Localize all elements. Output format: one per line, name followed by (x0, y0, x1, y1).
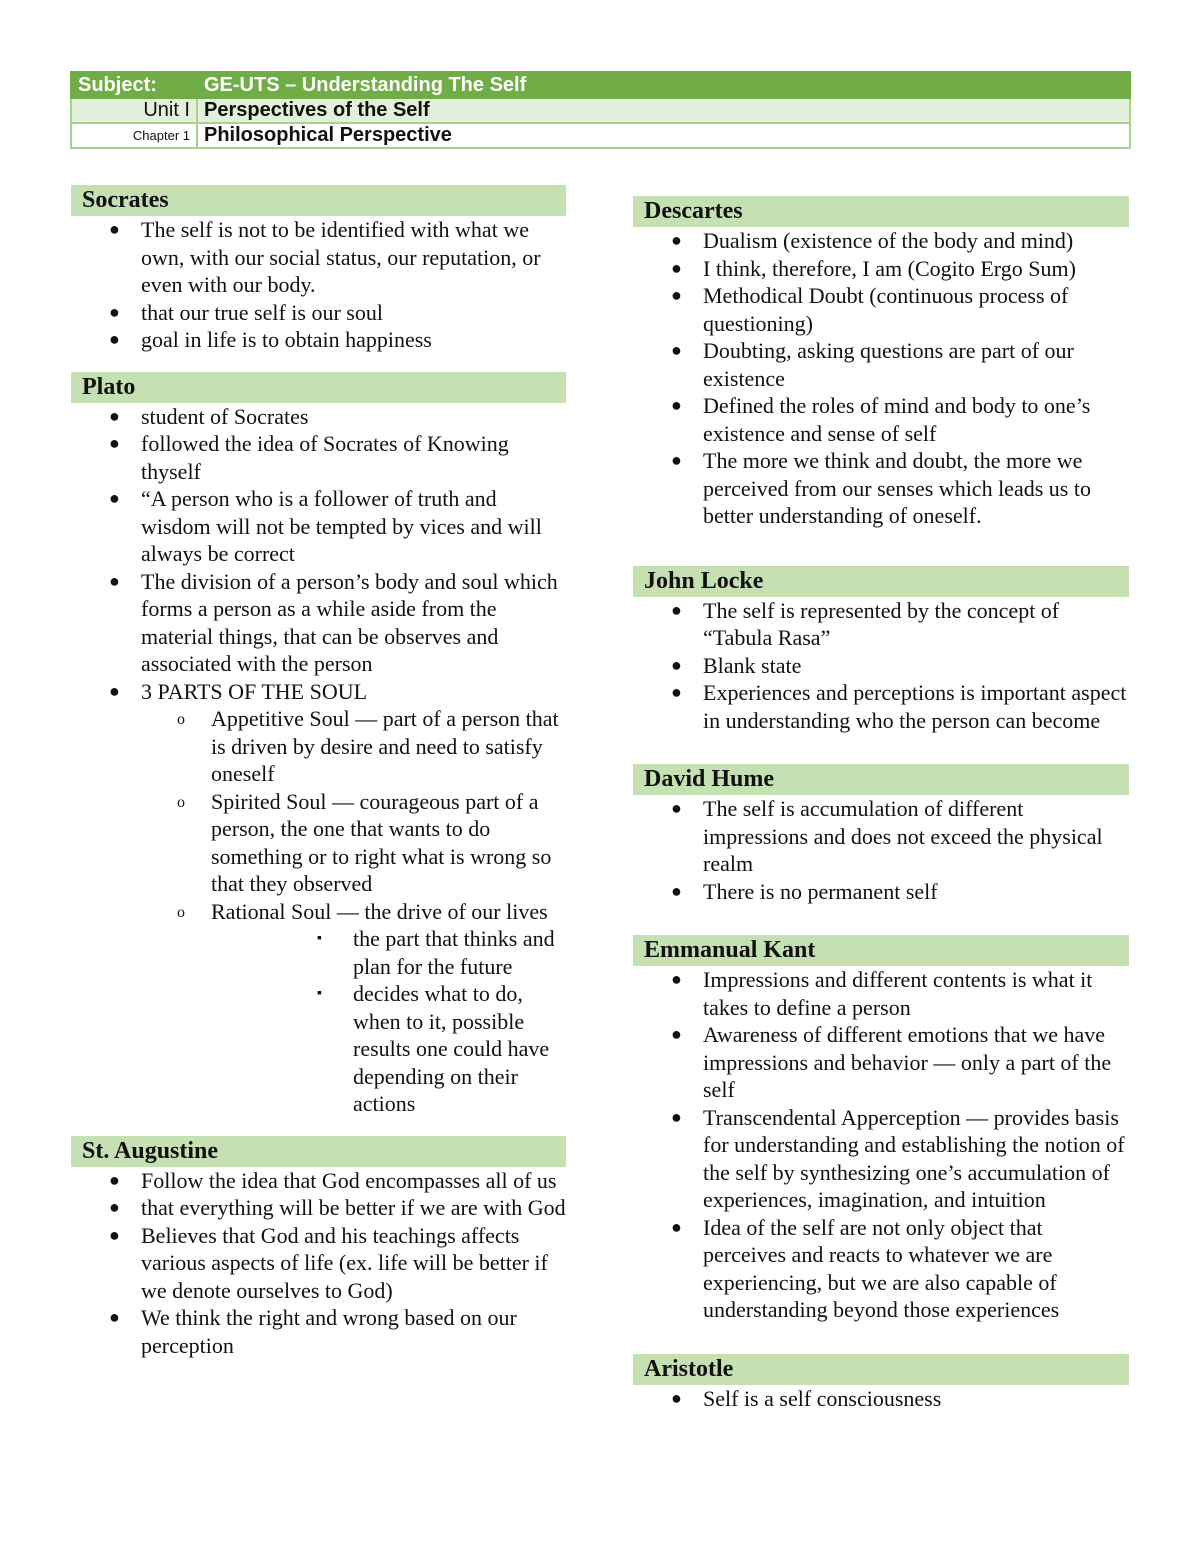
circle-bullet-icon: o (177, 793, 185, 811)
section-hume (633, 764, 1129, 905)
list-item: ● The more we think and doubt, the more we perceived from our senses which leads us to better understanding of oneself. (671, 448, 1091, 528)
list-item: o Appetitive Soul — part of a person that is driven by desire and need to satisfy oneself (177, 706, 559, 786)
bullet-icon: ● (671, 969, 682, 989)
chapter-value: Philosophical Perspective (197, 123, 1130, 148)
unit-row (71, 98, 1130, 123)
bullet-icon: ● (671, 257, 682, 278)
list-item: ● 3 PARTS OF THE SOUL o Appetitive Soul — part of a person that is driven by desire and need to satisfy oneself o Spirited Soul — courageous part of a person, the one that wants to do something or to right what is wrong so that they observed o Rational Soul — the drive of our lives ▪ the part that thinks and plan for the future ▪ decides what to do, when to it, possible results one could have depending on their actions (71, 678, 566, 1118)
list-item: ● Impressions and different contents is what it takes to define a person (671, 967, 1093, 1020)
bullet-icon: ● (671, 1216, 682, 1237)
list-item: ● Defined the roles of mind and body to one’s existence and sense of self (671, 393, 1091, 446)
descartes-list (633, 227, 1129, 530)
bullet-icon: ● (109, 1197, 120, 1217)
list-item: ▪ the part that thinks and plan for the future (317, 926, 555, 979)
left-column (71, 185, 566, 1377)
section-kant (633, 935, 1129, 1324)
unit-value: Perspectives of the Self (197, 98, 1130, 123)
list-item: ● Believes that God and his teachings affects various aspects of life (ex. life will be better if we denote ourselves to God) (109, 1222, 548, 1303)
list-item: ● There is no permanent self (671, 878, 938, 904)
list-item: ● We think the right and wrong based on our perception (109, 1305, 517, 1358)
list-item: ● Transcendental Apperception — provides basis for understanding and establishing the notion of the self by synthesizing one’s accumulation of experiences, imagination, and intuition (671, 1104, 1125, 1212)
bullet-icon: ● (671, 450, 682, 470)
section-aristotle (633, 1354, 1129, 1413)
hume-list (633, 795, 1129, 905)
section-title-locke: John Locke (633, 566, 1129, 597)
right-column (633, 196, 1129, 1430)
section-descartes (633, 196, 1129, 530)
list-item: ▪ decides what to do, when to it, possible results one could have depending on their actions (317, 981, 550, 1116)
bullet-icon: ● (109, 570, 120, 591)
subject-label: Subject: (71, 72, 197, 98)
bullet-icon: ● (671, 340, 682, 360)
bullet-icon: ● (109, 433, 120, 453)
bullet-icon: ● (109, 1169, 120, 1190)
bullet-icon: ● (109, 219, 120, 239)
section-title-hume: David Hume (633, 764, 1129, 795)
bullet-icon: ● (671, 285, 682, 305)
bullet-icon: ● (109, 301, 120, 322)
augustine-list (71, 1167, 566, 1360)
socrates-list (71, 216, 566, 354)
bullet-icon: ● (671, 880, 682, 901)
list-item: ● The division of a person’s body and soul which forms a person as a while aside from the material things, that can be observes and associated with the person (109, 568, 558, 676)
bullet-icon: ● (671, 599, 682, 620)
list-item: ● followed the idea of Socrates of Knowing thyself (109, 431, 509, 484)
bullet-icon: ● (109, 488, 120, 508)
section-locke (633, 566, 1129, 735)
list-item: ● Blank state (671, 652, 802, 678)
bullet-icon: ● (671, 1106, 682, 1127)
list-item: ● Methodical Doubt (continuous process of questioning) (671, 283, 1069, 336)
square-bullet-icon: ▪ (317, 931, 322, 946)
bullet-icon: ● (109, 405, 120, 426)
section-title-descartes: Descartes (633, 196, 1129, 227)
circle-bullet-icon: o (177, 711, 185, 728)
bullet-icon: ● (109, 680, 120, 701)
locke-list (633, 597, 1129, 735)
unit-label: Unit I (71, 98, 197, 123)
section-title-socrates: Socrates (71, 185, 566, 216)
list-item: o Rational Soul — the drive of our lives ▪ the part that thinks and plan for the future ▪ decides what to do, when to it, possible results one could have depending on their actions (71, 898, 566, 1118)
section-title-aristotle: Aristotle (633, 1354, 1129, 1385)
subject-value: GE-UTS – Understanding The Self (197, 72, 1130, 98)
kant-list (633, 966, 1129, 1324)
aristotle-list (633, 1385, 1129, 1413)
square-bullet-icon: ▪ (317, 986, 322, 1001)
section-title-kant: Emmanual Kant (633, 935, 1129, 966)
bullet-icon: ● (109, 1307, 120, 1327)
list-item: ● Awareness of different emotions that we have impressions and behavior — only a part of the self (671, 1022, 1112, 1102)
list-item: ● Experiences and perceptions is important aspect in understanding who the person can become (671, 680, 1127, 733)
soul-parts-list (71, 705, 566, 1118)
list-item: ● The self is represented by the concept of “Tabula Rasa” (671, 597, 1060, 650)
list-item: ● that everything will be better if we are with God (109, 1195, 566, 1220)
bullet-icon: ● (671, 682, 682, 702)
list-item: o Spirited Soul — courageous part of a person, the one that wants to do something or to right what is wrong so that they observed (177, 788, 552, 896)
list-item: ● Self is a self consciousness (671, 1385, 942, 1411)
list-item: ● Idea of the self are not only object that perceives and reacts to whatever we are experiencing, but we are also capable of understanding beyond those experiences (671, 1214, 1060, 1322)
bullet-icon: ● (671, 654, 682, 675)
list-item: ● I think, therefore, I am (Cogito Ergo Sum) (671, 255, 1076, 281)
section-socrates (71, 185, 566, 354)
bullet-icon: ● (671, 1387, 682, 1408)
list-item: ● goal in life is to obtain happiness (109, 327, 432, 352)
subject-row (71, 72, 1130, 98)
bullet-icon: ● (671, 230, 682, 250)
bullet-icon: ● (671, 1024, 682, 1044)
list-item: ● student of Socrates (109, 403, 309, 429)
section-augustine (71, 1136, 566, 1360)
list-item: ● Follow the idea that God encompasses all of us (109, 1167, 557, 1193)
bullet-icon: ● (671, 395, 682, 415)
list-item: ● The self is not to be identified with what we own, with our social status, our reputation, or even with our body. (109, 217, 541, 297)
list-item: ● Dualism (existence of the body and mind) (671, 228, 1074, 253)
list-item: ● “A person who is a follower of truth and wisdom will not be tempted by vices and will always be correct (109, 486, 542, 566)
rational-soul-list (141, 925, 566, 1118)
list-item: ● that our true self is our soul (109, 299, 383, 325)
section-title-plato: Plato (71, 372, 566, 403)
circle-bullet-icon: o (177, 903, 185, 921)
bullet-icon: ● (671, 798, 682, 818)
course-header-table (70, 71, 1131, 149)
bullet-icon: ● (109, 1224, 120, 1245)
chapter-row (71, 123, 1130, 148)
section-plato (71, 372, 566, 1118)
list-item: ● The self is accumulation of different impressions and does not exceed the physical realm (671, 796, 1103, 876)
chapter-label: Chapter 1 (71, 123, 197, 148)
plato-list (71, 403, 566, 1118)
section-title-augustine: St. Augustine (71, 1136, 566, 1167)
bullet-icon: ● (109, 329, 120, 349)
list-item: ● Doubting, asking questions are part of our existence (671, 338, 1074, 391)
